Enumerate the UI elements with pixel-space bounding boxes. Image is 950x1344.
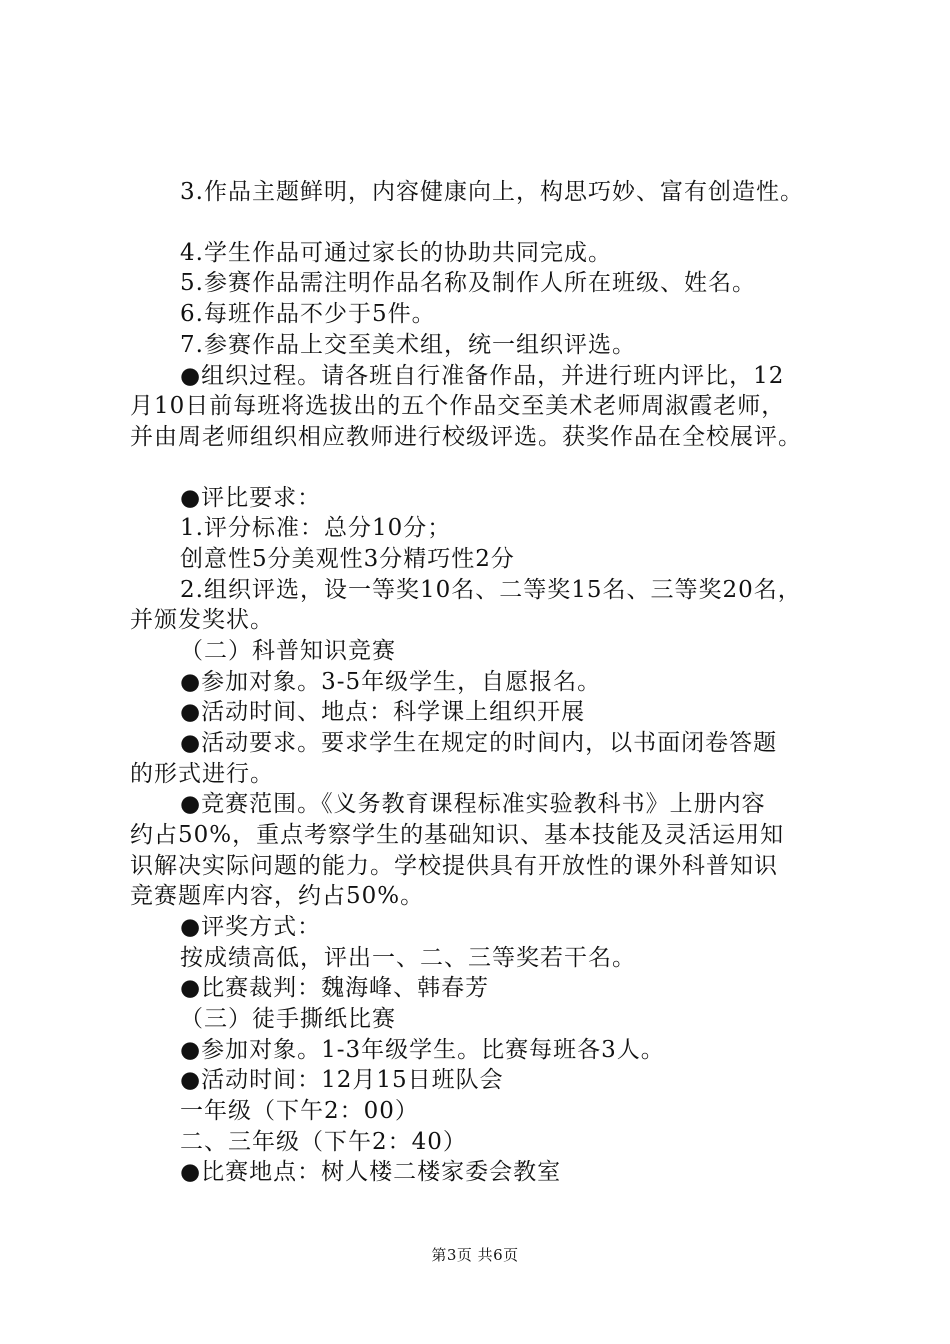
paragraph-line: 二、三年级（下午2：40）	[180, 1129, 467, 1155]
paragraph-line: 并由周老师组织相应教师进行校级评选。获奖作品在全校展评。	[130, 424, 802, 450]
section-heading: （三）徒手撕纸比赛	[180, 1006, 396, 1032]
paragraph-line: ●评奖方式：	[180, 914, 322, 940]
paragraph-line: 7.参赛作品上交至美术组，统一组织评选。	[180, 332, 636, 358]
paragraph-line: 一年级（下午2：00）	[180, 1098, 419, 1124]
paragraph-line: 5.参赛作品需注明作品名称及制作人所在班级、姓名。	[180, 270, 756, 296]
paragraph-line: 1.评分标准：总分10分；	[180, 515, 452, 541]
paragraph-line: 6.每班作品不少于5件。	[180, 301, 436, 327]
paragraph-line: ●参加对象。3-5年级学生，自愿报名。	[180, 669, 602, 695]
paragraph-line: 2.组织评选，设一等奖10名、二等奖15名、三等奖20名，	[180, 577, 802, 603]
paragraph-line: 月10日前每班将选拔出的五个作品交至美术老师周淑霞老师，	[130, 393, 786, 419]
paragraph-line: 3.作品主题鲜明，内容健康向上，构思巧妙、富有创造性。	[180, 179, 804, 205]
paragraph-line: ●活动时间：12月15日班队会	[180, 1067, 504, 1093]
paragraph-line: ●比赛裁判：魏海峰、韩春芳	[180, 975, 490, 1001]
paragraph-line: 按成绩高低，评出一、二、三等奖若干名。	[180, 945, 636, 971]
paragraph-line: ●参加对象。1-3年级学生。比赛每班各3人。	[180, 1037, 665, 1063]
paragraph-line: 约占50%，重点考察学生的基础知识、基本技能及灵活运用知	[130, 822, 785, 848]
paragraph-line: ●活动要求。要求学生在规定的时间内，以书面闭卷答题	[180, 730, 778, 756]
paragraph-line: ●竞赛范围。《义务教育课程标准实验教科书》上册内容	[180, 791, 766, 817]
paragraph-line: 创意性5分美观性3分精巧性2分	[180, 546, 515, 572]
paragraph-line: 4.学生作品可通过家长的协助共同完成。	[180, 240, 612, 266]
paragraph-line: 并颁发奖状。	[130, 607, 274, 633]
paragraph-line: 识解决实际问题的能力。学校提供具有开放性的课外科普知识	[130, 853, 778, 879]
paragraph-line: ●比赛地点：树人楼二楼家委会教室	[180, 1159, 562, 1185]
paragraph-line: 的形式进行。	[130, 761, 274, 787]
section-heading: （二）科普知识竞赛	[180, 638, 396, 664]
page-number-footer: 第3页 共6页	[431, 1246, 519, 1264]
paragraph-line: ●组织过程。请各班自行准备作品，并进行班内评比，12	[180, 363, 785, 389]
paragraph-line: ●活动时间、地点：科学课上组织开展	[180, 699, 586, 725]
paragraph-line: 竞赛题库内容，约占50%。	[130, 883, 425, 909]
paragraph-line: ●评比要求：	[180, 485, 322, 511]
